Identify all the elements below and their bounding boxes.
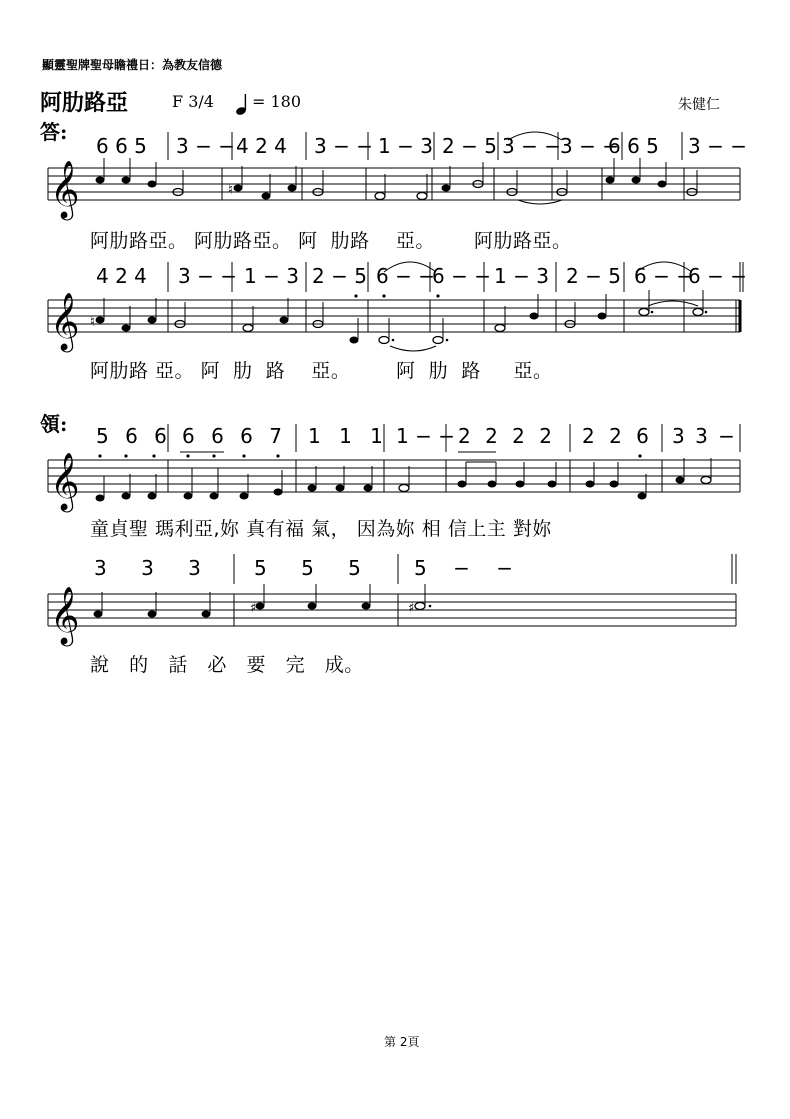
lead-label: 領: [40,412,68,436]
jianpu-row-3-m2: 6 6 6 7 [182,424,282,448]
jianpu-row-1-m10: 3 − − [688,134,747,158]
lyrics-line-2: 阿肋路 亞。 阿 肋 路 亞。 阿 肋 路 亞。 [90,360,553,382]
treble-clef-icon: 𝄞 [50,292,80,350]
jianpu-row-1-m4: 3 − − [314,134,373,158]
jianpu-row-4-m1: 3 3 3 [94,556,201,580]
key-and-time: F 3/4 [172,92,214,111]
svg-text:♯: ♯ [250,601,257,616]
jianpu-row-1-m7: 3 − − [502,134,561,158]
jianpu-row-3-m6: 2 2 6 [582,424,649,448]
jianpu-row-2-m9: 6 − − [634,264,693,288]
jianpu-row-1-m6: 2 − 5 [442,134,497,158]
jianpu-row-2-m7: 1 − 3 [494,264,549,288]
jianpu-row-3-m4: 1 − − [396,424,455,448]
jianpu-row-1-m3: 4 2 4 [236,134,287,158]
jianpu-row-2-m3: 1 − 3 [244,264,299,288]
lyrics-line-3: 童貞聖 瑪利亞,妳 真有福 氣， 因為妳 相 信上主 對妳 [90,518,552,540]
jianpu-row-1-m8: 3 − − [560,134,619,158]
svg-text:♯: ♯ [408,601,415,616]
jianpu-row-2-m1: 4 2 4 [96,264,147,288]
jianpu-row-3-m7: 3 3 − [672,424,735,448]
svg-text:♮: ♮ [90,314,96,330]
jianpu-row-2-m6: 6 − − [432,264,491,288]
treble-clef-icon: 𝄞 [50,586,80,644]
jianpu-row-2-m10: 6 − − [688,264,747,288]
jianpu-row-2-m8: 2 − 5 [566,264,621,288]
jianpu-row-1-m9: 6 6 5 [608,134,659,158]
jianpu-row-2-m5: 6 − − [376,264,435,288]
svg-text:♮: ♮ [228,182,234,198]
composer: 朱健仁 [678,97,720,113]
jianpu-row-2-m4: 2 − 5 [312,264,367,288]
jianpu-row-1-m2: 3 − − [176,134,235,158]
response-label: 答: [40,120,68,144]
lyrics-line-1: 阿肋路亞。 阿肋路亞。 阿 肋路 亞。 阿肋路亞。 [90,230,572,252]
jianpu-row-2-m2: 3 − − [178,264,237,288]
jianpu-row-4-m3: 5 − − [414,556,513,580]
jianpu-row-1-m5: 1 − 3 [378,134,433,158]
treble-clef-icon: 𝄞 [50,452,80,510]
lyrics-line-4: 說 的 話 必 要 完 成。 [90,654,364,676]
jianpu-row-3-m1: 5 6 6 [96,424,167,448]
jianpu-row-4-m2: 5 5 5 [254,556,361,580]
treble-clef-icon: 𝄞 [50,160,80,218]
song-title: 阿肋路亞 [40,90,129,116]
jianpu-row-3-m3: 1 1 1 [308,424,383,448]
jianpu-row-3-m5: 2 2 2 2 [458,424,552,448]
feast-header: 顯靈聖牌聖母瞻禮日：為教友信德 [42,58,223,72]
tempo-marking: = 180 [252,92,302,111]
page-number: 第 2頁 [384,1035,420,1049]
jianpu-row-1-m1: 6 6 5 [96,134,147,158]
